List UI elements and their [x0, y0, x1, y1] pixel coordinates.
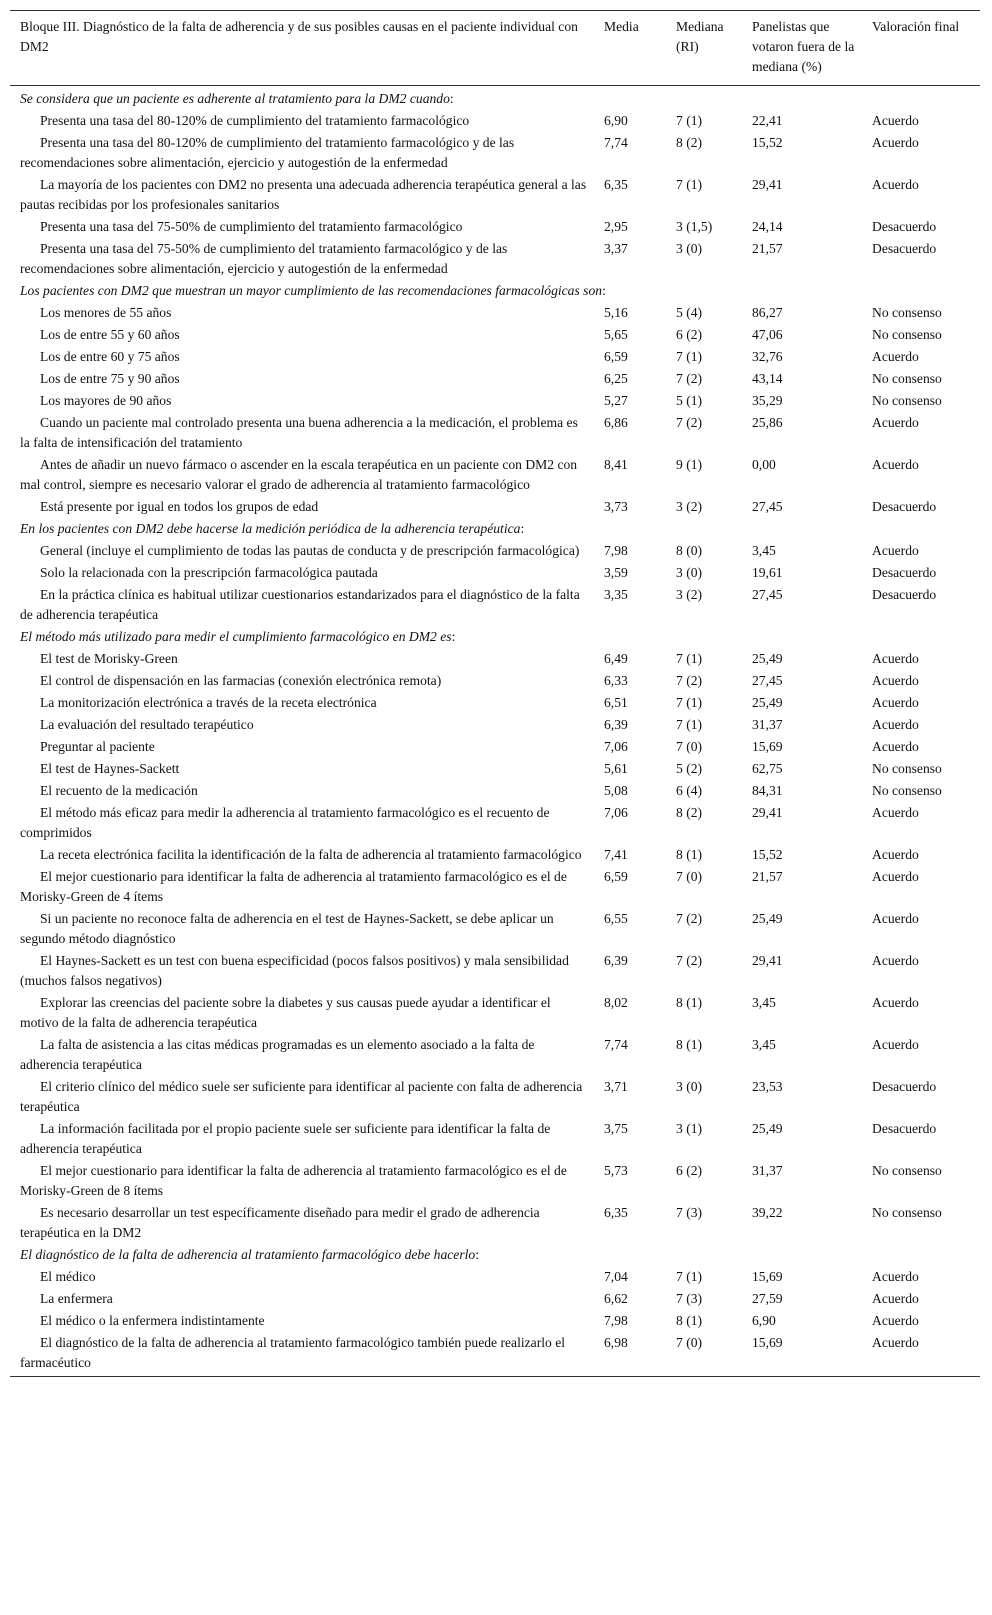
panelistas-cell: 25,86: [752, 415, 783, 430]
valoracion-cell: Acuerdo: [872, 869, 919, 884]
section-heading-text: En los pacientes con DM2 debe hacerse la medición periódica de la adherencia terapéutica: [20, 521, 521, 536]
media-cell: 3,75: [604, 1121, 628, 1136]
statement-text: Presenta una tasa del 80-120% de cumplimiento del tratamiento farmacológico y de las recomendaciones sobre alimentación, ejercicio y autogestión de la enfermedad: [20, 135, 515, 170]
table-row: [10, 1076, 980, 1118]
media-cell: 6,86: [604, 415, 628, 430]
statement-text: Presenta una tasa del 75-50% de cumplimiento del tratamiento farmacológico y de las recomendaciones sobre alimentación, ejercicio y autogestión de la enfermedad: [20, 241, 508, 276]
table-row: [10, 992, 980, 1034]
section-heading: [10, 518, 980, 540]
panelistas-cell: 3,45: [752, 995, 776, 1010]
mediana-cell: 7 (3): [676, 1205, 703, 1220]
valoracion-cell: Desacuerdo: [872, 219, 937, 234]
media-cell: 6,90: [604, 113, 628, 128]
panelistas-cell: 29,41: [752, 953, 783, 968]
valoracion-cell: No consenso: [872, 1163, 942, 1178]
panelistas-cell: 86,27: [752, 305, 783, 320]
statement-text: El médico: [40, 1269, 96, 1284]
valoracion-cell: Desacuerdo: [872, 499, 937, 514]
panelistas-cell: 0,00: [752, 457, 776, 472]
media-cell: 5,08: [604, 783, 628, 798]
valoracion-cell: Desacuerdo: [872, 565, 937, 580]
statement-cell: [10, 758, 594, 780]
statement-cell: [10, 562, 594, 584]
statement-text: Los de entre 55 y 60 años: [40, 327, 180, 342]
mediana-cell: 7 (3): [676, 1291, 703, 1306]
valoracion-cell: Acuerdo: [872, 1037, 919, 1052]
media-cell: 6,59: [604, 869, 628, 884]
valoracion-cell: Acuerdo: [872, 135, 919, 150]
table-row: [10, 454, 980, 496]
statement-cell: [10, 454, 594, 496]
table-row: [10, 132, 980, 174]
panelistas-cell: 35,29: [752, 393, 783, 408]
table-row: [10, 174, 980, 216]
mediana-cell: 3 (1): [676, 1121, 703, 1136]
panelistas-cell: 23,53: [752, 1079, 783, 1094]
section-heading-colon: :: [449, 91, 454, 106]
mediana-cell: 7 (1): [676, 1269, 703, 1284]
table-row: [10, 670, 980, 692]
statement-text: Es necesario desarrollar un test específicamente diseñado para medir el grado de adherencia terapéutica en la DM2: [20, 1205, 540, 1240]
valoracion-cell: No consenso: [872, 305, 942, 320]
section-row: [10, 280, 980, 302]
statement-text: El diagnóstico de la falta de adherencia al tratamiento farmacológico también puede realizarlo el farmacéutico: [20, 1335, 565, 1370]
mediana-cell: 3 (0): [676, 565, 703, 580]
valoracion-cell: Acuerdo: [872, 543, 919, 558]
mediana-cell: 7 (2): [676, 953, 703, 968]
valoracion-cell: Acuerdo: [872, 739, 919, 754]
statement-cell: [10, 950, 594, 992]
media-cell: 6,55: [604, 911, 628, 926]
mediana-cell: 8 (1): [676, 1313, 703, 1328]
statement-text: La monitorización electrónica a través de la receta electrónica: [40, 695, 377, 710]
panelistas-cell: 29,41: [752, 177, 783, 192]
panelistas-cell: 24,14: [752, 219, 783, 234]
statement-text: El método más eficaz para medir la adherencia al tratamiento farmacológico es el recuento de comprimidos: [20, 805, 550, 840]
statement-text: General (incluye el cumplimiento de todas las pautas de conducta y de prescripción farmacológica): [40, 543, 580, 558]
statement-cell: [10, 1076, 594, 1118]
statement-cell: [10, 174, 594, 216]
section-row: [10, 626, 980, 648]
valoracion-cell: No consenso: [872, 371, 942, 386]
mediana-cell: 7 (0): [676, 869, 703, 884]
mediana-cell: 7 (0): [676, 1335, 703, 1350]
table-row: [10, 1160, 980, 1202]
statement-text: Está presente por igual en todos los grupos de edad: [40, 499, 319, 514]
statement-cell: [10, 132, 594, 174]
statement-text: El recuento de la medicación: [40, 783, 198, 798]
table-row: [10, 758, 980, 780]
mediana-cell: 7 (2): [676, 911, 703, 926]
panelistas-cell: 27,45: [752, 499, 783, 514]
media-cell: 6,39: [604, 717, 628, 732]
valoracion-cell: Acuerdo: [872, 847, 919, 862]
table-header: [10, 11, 980, 86]
statement-cell: [10, 802, 594, 844]
mediana-cell: 9 (1): [676, 457, 703, 472]
media-cell: 6,39: [604, 953, 628, 968]
panelistas-cell: 29,41: [752, 805, 783, 820]
media-cell: 6,25: [604, 371, 628, 386]
panelistas-cell: 15,69: [752, 1335, 783, 1350]
media-cell: 3,37: [604, 241, 628, 256]
header-row: [10, 11, 980, 86]
panelistas-cell: 25,49: [752, 651, 783, 666]
mediana-cell: 7 (1): [676, 651, 703, 666]
statement-cell: [10, 1288, 594, 1310]
table-row: [10, 584, 980, 626]
panelistas-cell: 15,52: [752, 847, 783, 862]
mediana-cell: 6 (4): [676, 783, 703, 798]
table-body: [10, 86, 980, 1377]
valoracion-cell: Acuerdo: [872, 177, 919, 192]
panelistas-cell: 32,76: [752, 349, 783, 364]
section-heading-text: El método más utilizado para medir el cumplimiento farmacológico en DM2 es: [20, 629, 452, 644]
panelistas-cell: 19,61: [752, 565, 783, 580]
statement-text: Antes de añadir un nuevo fármaco o ascender en la escala terapéutica en un paciente con DM2 con mal control, siempre es necesario valorar el grado de adherencia al tratamiento farmacológico: [20, 457, 578, 492]
valoracion-cell: Acuerdo: [872, 1269, 919, 1284]
statement-cell: [10, 302, 594, 324]
table-row: [10, 1034, 980, 1076]
statement-cell: [10, 496, 594, 518]
table-row: [10, 390, 980, 412]
statement-text: Los de entre 75 y 90 años: [40, 371, 180, 386]
section-heading-colon: :: [451, 629, 456, 644]
valoracion-cell: Acuerdo: [872, 651, 919, 666]
valoracion-cell: Desacuerdo: [872, 241, 937, 256]
table-row: [10, 110, 980, 132]
statement-text: El mejor cuestionario para identificar la falta de adherencia al tratamiento farmacológico es el de Morisky-Green de 8 ítems: [20, 1163, 567, 1198]
valoracion-cell: Acuerdo: [872, 717, 919, 732]
valoracion-cell: Acuerdo: [872, 695, 919, 710]
table-row: [10, 908, 980, 950]
statement-cell: [10, 110, 594, 132]
mediana-cell: 5 (1): [676, 393, 703, 408]
mediana-cell: 3 (2): [676, 587, 703, 602]
statement-cell: [10, 1202, 594, 1244]
table-row: [10, 412, 980, 454]
section-row: [10, 86, 980, 111]
table-row: [10, 496, 980, 518]
panelistas-cell: 31,37: [752, 717, 783, 732]
panelistas-cell: 31,37: [752, 1163, 783, 1178]
media-cell: 8,41: [604, 457, 628, 472]
mediana-cell: 7 (2): [676, 673, 703, 688]
valoracion-cell: No consenso: [872, 327, 942, 342]
media-cell: 3,73: [604, 499, 628, 514]
valoracion-cell: Desacuerdo: [872, 587, 937, 602]
media-cell: 6,49: [604, 651, 628, 666]
valoracion-cell: Acuerdo: [872, 1313, 919, 1328]
table-row: [10, 802, 980, 844]
mediana-cell: 8 (1): [676, 1037, 703, 1052]
statement-cell: [10, 648, 594, 670]
panelistas-cell: 6,90: [752, 1313, 776, 1328]
panelistas-cell: 47,06: [752, 327, 783, 342]
valoracion-cell: No consenso: [872, 761, 942, 776]
statement-cell: [10, 736, 594, 758]
statement-cell: [10, 368, 594, 390]
mediana-cell: 3 (1,5): [676, 219, 713, 234]
panelistas-cell: 27,59: [752, 1291, 783, 1306]
section-heading-text: Se considera que un paciente es adherente al tratamiento para la DM2 cuando: [20, 91, 450, 106]
mediana-cell: 8 (2): [676, 135, 703, 150]
header-block-title: Bloque III. Diagnóstico de la falta de adherencia y de sus posibles causas en el paciente individual con DM2: [20, 19, 578, 54]
statement-cell: [10, 1118, 594, 1160]
statement-text: El test de Haynes-Sackett: [40, 761, 180, 776]
media-cell: 3,35: [604, 587, 628, 602]
statement-cell: [10, 1266, 594, 1288]
statement-text: Cuando un paciente mal controlado presenta una buena adherencia a la medicación, el problema es la falta de intensificación del tratamiento: [20, 415, 578, 450]
section-heading-colon: :: [475, 1247, 479, 1262]
table-row: [10, 1310, 980, 1332]
statement-text: La información facilitada por el propio paciente suele ser suficiente para identificar la falta de adherencia terapéutica: [20, 1121, 551, 1156]
section-heading-text: Los pacientes con DM2 que muestran un mayor cumplimiento de las recomendaciones farmacológicas son: [20, 283, 603, 298]
panelistas-cell: 3,45: [752, 543, 776, 558]
table-row: [10, 950, 980, 992]
valoracion-cell: No consenso: [872, 1205, 942, 1220]
statement-text: El control de dispensación en las farmacias (conexión electrónica remota): [40, 673, 442, 688]
statement-text: La mayoría de los pacientes con DM2 no presenta una adecuada adherencia terapéutica general a las pautas recibidas por los profesionales sanitarios: [20, 177, 587, 212]
panelistas-cell: 15,69: [752, 739, 783, 754]
table-row: [10, 1118, 980, 1160]
table-row: [10, 324, 980, 346]
media-cell: 5,73: [604, 1163, 628, 1178]
table-row: [10, 216, 980, 238]
statement-cell: [10, 346, 594, 368]
valoracion-cell: Acuerdo: [872, 1335, 919, 1350]
valoracion-cell: Acuerdo: [872, 911, 919, 926]
statement-text: La receta electrónica facilita la identificación de la falta de adherencia al tratamiento farmacológico: [40, 847, 582, 862]
table-row: [10, 562, 980, 584]
statement-text: La falta de asistencia a las citas médicas programadas es un elemento asociado a la falta de adherencia terapéutica: [20, 1037, 535, 1072]
media-cell: 6,35: [604, 1205, 628, 1220]
table-row: [10, 1332, 980, 1377]
panelistas-cell: 25,49: [752, 695, 783, 710]
statement-text: El criterio clínico del médico suele ser suficiente para identificar al paciente con falta de adherencia terapéutica: [20, 1079, 583, 1114]
panelistas-cell: 84,31: [752, 783, 783, 798]
mediana-cell: 8 (1): [676, 995, 703, 1010]
statement-cell: [10, 908, 594, 950]
table-row: [10, 302, 980, 324]
media-cell: 7,74: [604, 1037, 628, 1052]
panelistas-cell: 22,41: [752, 113, 783, 128]
mediana-cell: 6 (2): [676, 327, 703, 342]
mediana-cell: 3 (0): [676, 1079, 703, 1094]
panelistas-cell: 25,49: [752, 1121, 783, 1136]
valoracion-cell: Acuerdo: [872, 1291, 919, 1306]
panelistas-cell: 39,22: [752, 1205, 783, 1220]
media-cell: 6,33: [604, 673, 628, 688]
table-row: [10, 714, 980, 736]
statement-text: El médico o la enfermera indistintamente: [40, 1313, 265, 1328]
media-cell: 7,41: [604, 847, 628, 862]
table-row: [10, 780, 980, 802]
section-row: [10, 1244, 980, 1266]
statement-text: Solo la relacionada con la prescripción farmacológica pautada: [40, 565, 378, 580]
statement-cell: [10, 866, 594, 908]
mediana-cell: 5 (4): [676, 305, 703, 320]
mediana-cell: 8 (0): [676, 543, 703, 558]
statement-cell: [10, 1034, 594, 1076]
statement-cell: [10, 1310, 594, 1332]
consensus-table: [10, 10, 980, 1377]
panelistas-cell: 62,75: [752, 761, 783, 776]
valoracion-cell: Desacuerdo: [872, 1079, 937, 1094]
media-cell: 3,71: [604, 1079, 628, 1094]
media-cell: 5,65: [604, 327, 628, 342]
mediana-cell: 6 (2): [676, 1163, 703, 1178]
mediana-cell: 8 (2): [676, 805, 703, 820]
statement-cell: [10, 390, 594, 412]
media-cell: 6,62: [604, 1291, 628, 1306]
panelistas-cell: 43,14: [752, 371, 783, 386]
valoracion-cell: Acuerdo: [872, 113, 919, 128]
statement-text: Los menores de 55 años: [40, 305, 172, 320]
mediana-cell: 7 (1): [676, 113, 703, 128]
panelistas-cell: 15,69: [752, 1269, 783, 1284]
valoracion-cell: Acuerdo: [872, 415, 919, 430]
mediana-cell: 7 (1): [676, 695, 703, 710]
table-row: [10, 346, 980, 368]
media-cell: 8,02: [604, 995, 628, 1010]
statement-cell: [10, 238, 594, 280]
section-heading-text: El diagnóstico de la falta de adherencia al tratamiento farmacológico debe hacerlo: [20, 1247, 476, 1262]
table-row: [10, 238, 980, 280]
statement-text: Los mayores de 90 años: [40, 393, 172, 408]
valoracion-cell: Acuerdo: [872, 805, 919, 820]
mediana-cell: 7 (2): [676, 415, 703, 430]
mediana-cell: 7 (1): [676, 349, 703, 364]
table-row: [10, 540, 980, 562]
mediana-cell: 5 (2): [676, 761, 703, 776]
table-row: [10, 866, 980, 908]
section-heading: [10, 626, 980, 648]
section-heading-colon: :: [520, 521, 525, 536]
panelistas-cell: 27,45: [752, 673, 783, 688]
statement-text: La evaluación del resultado terapéutico: [40, 717, 254, 732]
section-heading-colon: :: [602, 283, 606, 298]
statement-text: El Haynes-Sackett es un test con buena especificidad (pocos falsos positivos) y mala sensibilidad (muchos falsos negativos): [20, 953, 569, 988]
section-heading: [10, 86, 980, 111]
valoracion-cell: Acuerdo: [872, 349, 919, 364]
header-mediana: Mediana (RI): [676, 19, 724, 54]
mediana-cell: 3 (2): [676, 499, 703, 514]
statement-text: Los de entre 60 y 75 años: [40, 349, 180, 364]
statement-cell: [10, 780, 594, 802]
statement-cell: [10, 216, 594, 238]
statement-cell: [10, 692, 594, 714]
statement-text: El mejor cuestionario para identificar la falta de adherencia al tratamiento farmacológico es el de Morisky-Green de 4 ítems: [20, 869, 567, 904]
statement-cell: [10, 714, 594, 736]
section-heading: [10, 280, 980, 302]
statement-text: En la práctica clínica es habitual utilizar cuestionarios estandarizados para el diagnóstico de la falta de adherencia terapéutica: [20, 587, 580, 622]
table-row: [10, 1202, 980, 1244]
statement-text: La enfermera: [40, 1291, 113, 1306]
valoracion-cell: Acuerdo: [872, 457, 919, 472]
mediana-cell: 7 (2): [676, 371, 703, 386]
table-row: [10, 648, 980, 670]
media-cell: 3,59: [604, 565, 628, 580]
statement-text: Presenta una tasa del 75-50% de cumplimiento del tratamiento farmacológico: [40, 219, 463, 234]
panelistas-cell: 21,57: [752, 869, 783, 884]
mediana-cell: 7 (0): [676, 739, 703, 754]
media-cell: 7,98: [604, 1313, 628, 1328]
panelistas-cell: 15,52: [752, 135, 783, 150]
statement-cell: [10, 1332, 594, 1377]
panelistas-cell: 25,49: [752, 911, 783, 926]
header-media: Media: [604, 19, 639, 34]
statement-cell: [10, 992, 594, 1034]
statement-text: Explorar las creencias del paciente sobre la diabetes y sus causas puede ayudar a identificar el motivo de la falta de adherencia terapéutica: [20, 995, 551, 1030]
valoracion-cell: Desacuerdo: [872, 1121, 937, 1136]
consensus-table-container: [10, 10, 980, 1377]
panelistas-cell: 27,45: [752, 587, 783, 602]
statement-cell: [10, 1160, 594, 1202]
media-cell: 5,27: [604, 393, 628, 408]
section-heading: [10, 1244, 980, 1266]
mediana-cell: 7 (1): [676, 717, 703, 732]
valoracion-cell: No consenso: [872, 783, 942, 798]
header-panelistas: Panelistas que votaron fuera de la mediana (%): [752, 19, 855, 74]
valoracion-cell: Acuerdo: [872, 953, 919, 968]
media-cell: 6,51: [604, 695, 628, 710]
statement-cell: [10, 844, 594, 866]
statement-cell: [10, 324, 594, 346]
statement-text: El test de Morisky-Green: [40, 651, 178, 666]
statement-text: Preguntar al paciente: [40, 739, 155, 754]
media-cell: 7,98: [604, 543, 628, 558]
valoracion-cell: No consenso: [872, 393, 942, 408]
statement-cell: [10, 540, 594, 562]
mediana-cell: 8 (1): [676, 847, 703, 862]
statement-cell: [10, 412, 594, 454]
panelistas-cell: 3,45: [752, 1037, 776, 1052]
media-cell: 6,35: [604, 177, 628, 192]
mediana-cell: 7 (1): [676, 177, 703, 192]
valoracion-cell: Acuerdo: [872, 995, 919, 1010]
statement-text: Si un paciente no reconoce falta de adherencia en el test de Haynes-Sackett, se debe aplicar un segundo método diagnóstico: [20, 911, 554, 946]
statement-cell: [10, 670, 594, 692]
media-cell: 6,59: [604, 349, 628, 364]
table-row: [10, 1288, 980, 1310]
mediana-cell: 3 (0): [676, 241, 703, 256]
media-cell: 7,06: [604, 739, 628, 754]
section-row: [10, 518, 980, 540]
media-cell: 6,98: [604, 1335, 628, 1350]
valoracion-cell: Acuerdo: [872, 673, 919, 688]
media-cell: 7,74: [604, 135, 628, 150]
header-valoracion: Valoración final: [872, 19, 960, 34]
table-row: [10, 692, 980, 714]
statement-cell: [10, 584, 594, 626]
statement-text: Presenta una tasa del 80-120% de cumplimiento del tratamiento farmacológico: [40, 113, 470, 128]
table-row: [10, 368, 980, 390]
media-cell: 5,61: [604, 761, 628, 776]
media-cell: 7,04: [604, 1269, 628, 1284]
table-row: [10, 736, 980, 758]
panelistas-cell: 21,57: [752, 241, 783, 256]
table-row: [10, 1266, 980, 1288]
table-row: [10, 844, 980, 866]
media-cell: 7,06: [604, 805, 628, 820]
media-cell: 2,95: [604, 219, 628, 234]
media-cell: 5,16: [604, 305, 628, 320]
